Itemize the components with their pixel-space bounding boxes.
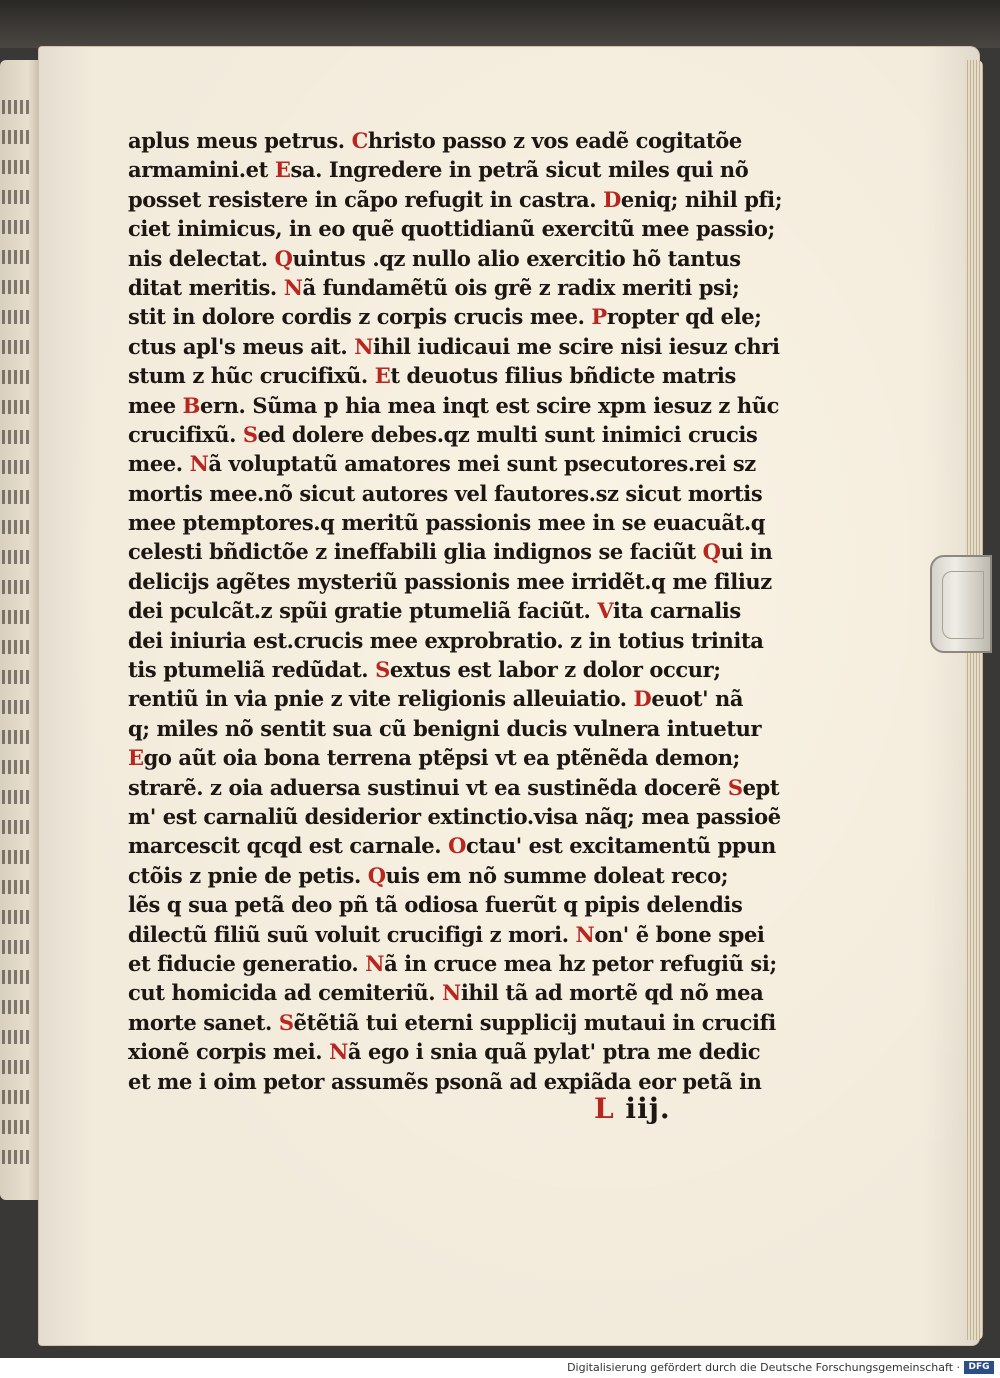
text-line: ditat meritis. Nã fundamẽtũ ois grẽ z radix meriti psi;	[128, 274, 740, 300]
text-line: mee ptemptores.q meritũ passionis mee in se euacuãt.q	[128, 510, 766, 536]
text-line: stit in dolore cordis z corpis crucis mee. Propter qd ele;	[128, 304, 762, 330]
text-line: ctus apl's meus ait. Nihil iudicaui me scire nisi iesuz chri	[128, 333, 780, 359]
page-text-block	[128, 126, 783, 1096]
text-line: posset resistere in cãpo refugit in castra. Deniq; nihil pfi;	[128, 186, 783, 212]
dfg-logo: DFG	[964, 1361, 994, 1374]
text-line: et me i oim petor assumẽs psonã ad expiãda eor petã in	[128, 1068, 762, 1094]
text-line: lẽs q sua petã deo pñ tã odiosa fuerũt q pipis delendis	[128, 892, 743, 918]
previous-page-edge	[0, 60, 40, 1200]
text-line: dei iniuria est.crucis mee exprobratio. z in totius trinita	[128, 627, 764, 653]
text-line: m' est carnaliũ desiderior extinctio.visa nãq; mea passioẽ	[128, 803, 781, 829]
text-line: tis ptumeliã redũdat. Sextus est labor z dolor occur;	[128, 657, 721, 683]
text-line: dei pculcãt.z spũi gratie ptumeliã faciũt. Vita carnalis	[128, 598, 741, 624]
text-line: aplus meus petrus. Christo passo z vos eadẽ cogitatõe	[128, 128, 742, 153]
text-line: xionẽ corpis mei. Nã ego i snia quã pylat' ptra me dedic	[128, 1039, 761, 1065]
text-line: rentiũ in via pnie z vite religionis alleuiatio. Deuot' nã	[128, 686, 744, 712]
text-line: morte sanet. Sẽtẽtiã tui eterni supplicij mutaui in crucifi	[128, 1009, 776, 1035]
text-line: dilectũ filiũ suũ voluit crucifigi z mori. Non' ẽ bone spei	[128, 921, 765, 947]
text-line: cut homicida ad cemiteriũ. Nihil tã ad mortẽ qd nõ mea	[128, 980, 764, 1006]
text-line: mee. Nã voluptatũ amatores mei sunt psecutores.rei sz	[128, 451, 756, 477]
text-line: ciet inimicus, in eo quẽ quottidianũ exercitũ mee passio;	[128, 216, 775, 242]
text-line: marcescit qcqd est carnale. Octau' est excitamentũ ppun	[128, 833, 776, 859]
funding-credit: Digitalisierung gefördert durch die Deutsche Forschungsgemeinschaft ·	[567, 1361, 960, 1374]
text-line: et fiducie generatio. Nã in cruce mea hz petor refugiũ si;	[128, 950, 777, 976]
text-line: q; miles nõ sentit sua cũ benigni ducis vulnera intuetur	[128, 715, 762, 741]
footer-bar	[0, 1358, 1000, 1378]
text-line: armamini.et Esa. Ingredere in petrã sicut miles qui nõ	[128, 157, 749, 183]
text-line: strarẽ. z oia aduersa sustinui vt ea sustinẽda docerẽ Sept	[128, 774, 780, 800]
signature-mark: L iij.	[594, 1092, 671, 1125]
text-line: crucifixũ. Sed dolere debes.qz multi sunt inimici crucis	[128, 421, 758, 447]
text-line: celesti bñdictõe z ineffabili glia indignos se faciũt Qui in	[128, 539, 773, 565]
text-line: mee Bern. Sũma p hia mea inqt est scire xpm iesuz z hũc	[128, 392, 779, 418]
book-clasp	[930, 555, 992, 653]
page-fore-edge	[965, 60, 983, 1340]
text-line: mortis mee.nõ sicut autores vel fautores.sz sicut mortis	[128, 480, 763, 506]
text-line: stum z hũc crucifixũ. Et deuotus filius bñdicte matris	[128, 363, 736, 389]
text-line: nis delectat. Quintus .qz nullo alio exercitio hõ tantus	[128, 245, 741, 271]
book-top-edge	[0, 0, 1000, 48]
text-line: delicijs agẽtes mysteriũ passionis mee irridẽt.q me filiuz	[128, 568, 772, 594]
text-line: Ego aũt oia bona terrena ptẽpsi vt ea ptẽnẽda demon;	[128, 745, 740, 771]
text-line: ctõis z pnie de petis. Quis em nõ summe doleat reco;	[128, 862, 729, 888]
